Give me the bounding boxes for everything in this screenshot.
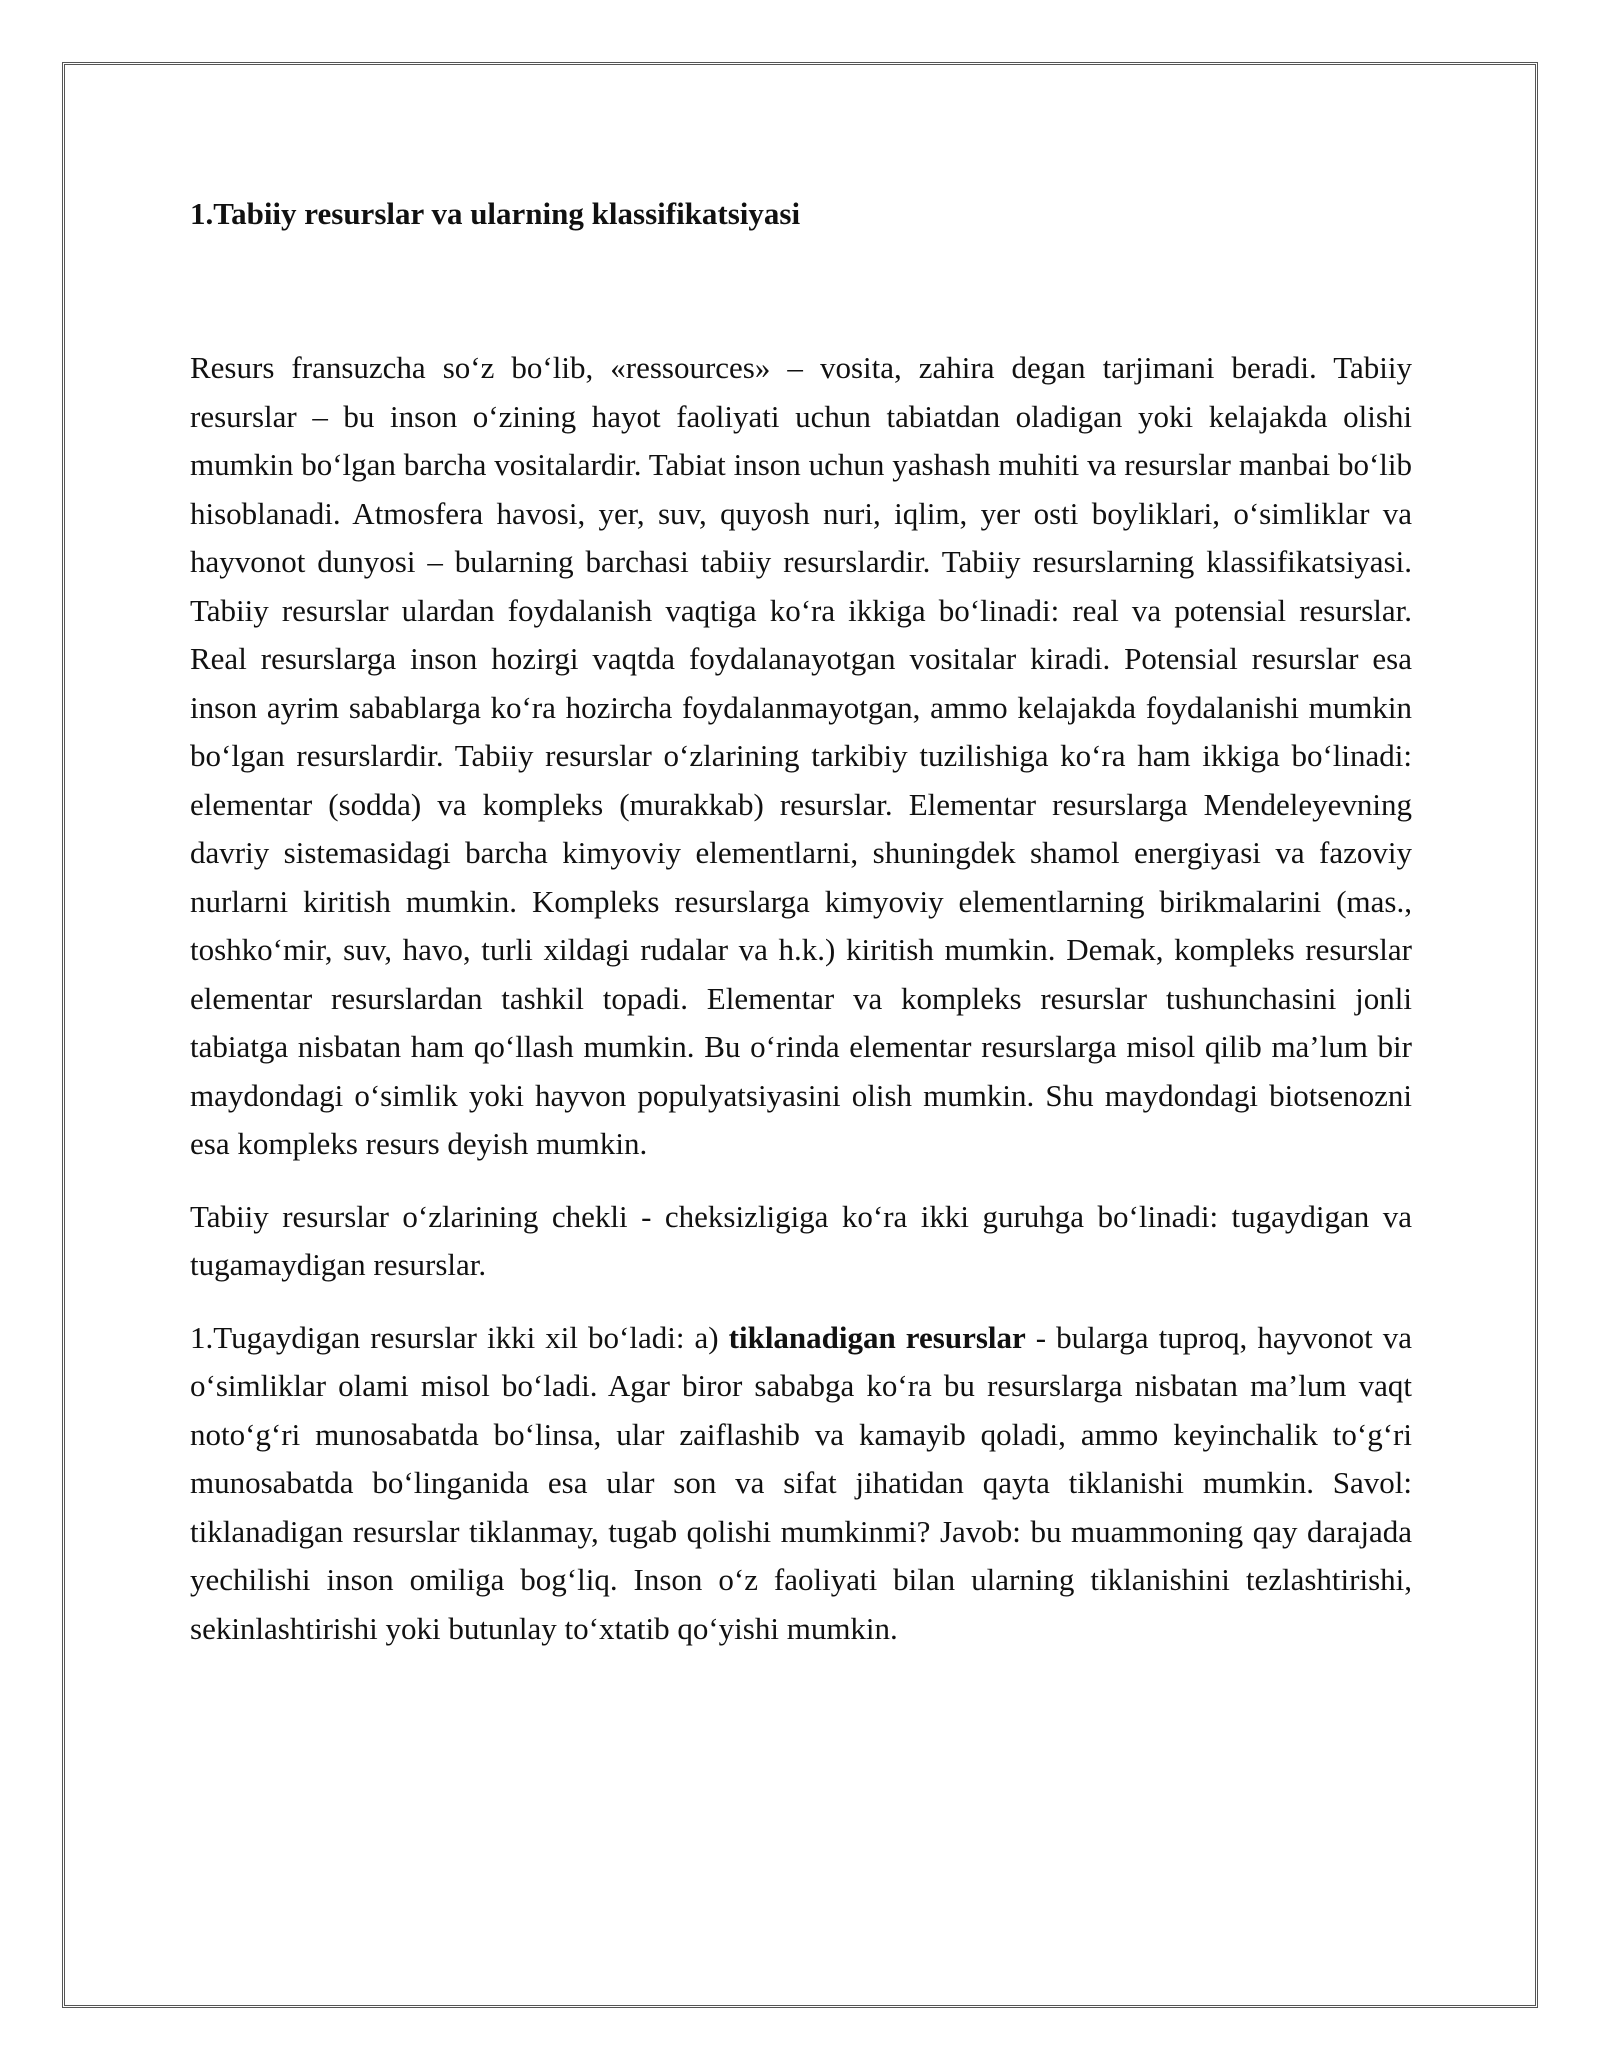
- bold-term-renewable: tiklanadigan resurslar: [728, 1319, 1026, 1355]
- paragraph-resources-definition: Resurs fransuzcha so‘z bo‘lib, «ressources» – vosita, zahira degan tarjimani beradi. Tabiiy resurslar – bu inson o‘zining hayot faoliyati uchun tabiatdan oladigan yoki kelajakda olishi mumkin bo‘lgan barcha vositalardir. Tabiat inson uchun yashash muhiti va resurslar manbai bo‘lib hisoblanadi. Atmosfera havosi, yer, suv, quyosh nuri, iqlim, yer osti boyliklari, o‘simliklar va hayvonot dunyosi – bularning barchasi tabiiy resurslardir. Tabiiy resurslarning klassifikatsiyasi. Tabiiy resurslar ulardan foydalanish vaqtiga ko‘ra ikkiga bo‘linadi: real va potensial resurslar. Real resurslarga inson hozirgi vaqtda foydalanayotgan vositalar kiradi. Potensial resurslar esa inson ayrim sabablarga ko‘ra hozircha foydalanmayotgan, ammo kelajakda foydalanishi mumkin bo‘lgan resurslardir. Tabiiy resurslar o‘zlarining tarkibiy tuzilishiga ko‘ra ham ikkiga bo‘linadi: elementar (sodda) va kompleks (murakkab) resurslar. Elementar resurslarga Mendeleyevning davriy sistemasidagi barcha kimyoviy elementlarni, shuningdek shamol energiyasi va fazoviy nurlarni kiritish mumkin. Kompleks resurslarga kimyoviy elementlarning birikmalarini (mas., toshko‘mir, suv, havo, turli xildagi rudalar va h.k.) kiritish mumkin. Demak, kompleks resurslar elementar resurslardan tashkil topadi. Elementar va kompleks resurslar tushunchasini jonli tabiatga nisbatan ham qo‘llash mumkin. Bu o‘rinda elementar resurslarga misol qilib ma’lum bir maydondagi o‘simlik yoki hayvon populyatsiyasini olish mumkin. Shu maydondagi biotsenozni esa kompleks resurs deyish mumkin.: [190, 350, 1412, 1161]
- document-body: [190, 190, 1412, 1677]
- paragraph-rest-text: - bularga tuproq, hayvonot va o‘simliklar olami misol bo‘ladi. Agar biror sababga ko‘ra bu resurslarga nisbatan ma’lum vaqt noto‘g‘ri munosabatda bo‘linsa, ular zaiflashib va kamayib qoladi, ammo keyinchalik to‘g‘ri munosabatda bo‘linganida esa ular son va sifat jihatidan qayta tiklanishi mumkin. Savol: tiklanadigan resurslar tiklanmay, tugab qolishi mumkinmi? Javob: bu muammoning qay darajada yechilishi inson omiliga bog‘liq. Inson o‘z faoliyati bilan ularning tiklanishini tezlashtirishi, sekinlashtirishi yoki butunlay to‘xtatib qo‘yishi mumkin.: [190, 1319, 1412, 1646]
- paragraph-finite-infinite: Tabiiy resurslar o‘zlarining chekli - cheksizligiga ko‘ra ikki guruhga bo‘linadi: tugaydigan va tugamaydigan resurslar.: [190, 1198, 1412, 1282]
- paragraph-exhaustible-resources: [190, 1314, 1412, 1654]
- paragraph-intro-text: 1.Tugaydigan resurslar ikki xil bo‘ladi: a): [190, 1319, 729, 1355]
- document-title: 1.Tabiiy resurslar va ularning klassifikatsiyasi: [190, 196, 801, 231]
